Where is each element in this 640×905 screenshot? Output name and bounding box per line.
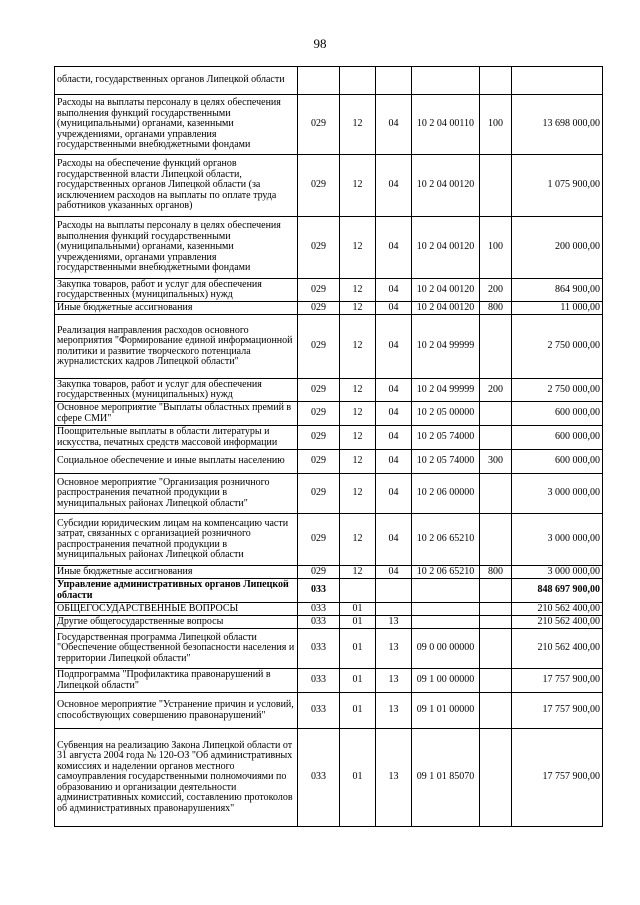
cell-subsection: 04 — [376, 379, 412, 402]
cell-name: Социальное обеспечение и иные выплаты населению — [55, 450, 298, 474]
cell-section: 12 — [340, 566, 376, 579]
cell-name: Управление административных органов Липецкой области — [55, 579, 298, 603]
cell-target: 10 2 05 00000 — [412, 402, 480, 426]
cell-name: Субсидии юридическим лицам на компенсацию части затрат, связанных с организацией розничного распространения печатной продукции в муниципальных районах Липецкой области — [55, 514, 298, 566]
cell-admin: 033 — [298, 693, 340, 729]
cell-expense-type — [480, 402, 512, 426]
cell-admin: 029 — [298, 95, 340, 155]
cell-admin: 033 — [298, 629, 340, 669]
cell-admin: 029 — [298, 426, 340, 450]
cell-subsection: 04 — [376, 279, 412, 302]
cell-target: 09 1 01 00000 — [412, 693, 480, 729]
cell-name: Другие общегосударственные вопросы — [55, 616, 298, 629]
cell-amount: 17 757 900,00 — [512, 729, 603, 827]
cell-amount: 1 075 900,00 — [512, 155, 603, 217]
cell-target: 09 0 00 00000 — [412, 629, 480, 669]
cell-name: ОБЩЕГОСУДАРСТВЕННЫЕ ВОПРОСЫ — [55, 603, 298, 616]
cell-subsection: 13 — [376, 629, 412, 669]
cell-amount: 13 698 000,00 — [512, 95, 603, 155]
cell-target: 10 2 05 74000 — [412, 426, 480, 450]
cell-expense-type — [480, 616, 512, 629]
cell-expense-type: 100 — [480, 95, 512, 155]
cell-amount: 17 757 900,00 — [512, 669, 603, 693]
cell-subsection: 04 — [376, 426, 412, 450]
cell-subsection — [376, 67, 412, 95]
cell-admin: 029 — [298, 514, 340, 566]
cell-subsection: 04 — [376, 217, 412, 279]
table-row — [55, 616, 603, 629]
table-row — [55, 279, 603, 302]
cell-section: 12 — [340, 514, 376, 566]
cell-section: 01 — [340, 616, 376, 629]
cell-subsection: 04 — [376, 474, 412, 514]
cell-amount: 600 000,00 — [512, 426, 603, 450]
cell-expense-type — [480, 514, 512, 566]
cell-expense-type — [480, 669, 512, 693]
cell-target — [412, 616, 480, 629]
cell-target: 10 2 05 74000 — [412, 450, 480, 474]
budget-table — [54, 66, 603, 827]
cell-expense-type: 300 — [480, 450, 512, 474]
cell-amount: 864 900,00 — [512, 279, 603, 302]
cell-subsection: 04 — [376, 95, 412, 155]
cell-amount: 600 000,00 — [512, 402, 603, 426]
table-row — [55, 514, 603, 566]
cell-name: Расходы на выплаты персоналу в целях обеспечения выполнения функций государственными (муниципальными) органами, казенными учреждениями, органами управления государственными внебюджетными фондами — [55, 217, 298, 279]
cell-section: 12 — [340, 450, 376, 474]
cell-subsection: 13 — [376, 693, 412, 729]
cell-section: 12 — [340, 302, 376, 315]
cell-subsection: 04 — [376, 514, 412, 566]
cell-name: Основное мероприятие "Устранение причин и условий, способствующих совершению правонарушений" — [55, 693, 298, 729]
cell-expense-type: 100 — [480, 217, 512, 279]
cell-amount: 210 562 400,00 — [512, 603, 603, 616]
table-row — [55, 95, 603, 155]
table-row — [55, 450, 603, 474]
cell-name: Основное мероприятие "Организация розничного распространения печатной продукции в муниципальных районах Липецкой области" — [55, 474, 298, 514]
cell-name: Поощрительные выплаты в области литературы и искусства, печатных средств массовой информации — [55, 426, 298, 450]
cell-subsection: 04 — [376, 302, 412, 315]
table-row — [55, 315, 603, 379]
cell-section — [340, 67, 376, 95]
cell-expense-type — [480, 67, 512, 95]
cell-admin: 029 — [298, 302, 340, 315]
cell-amount: 3 000 000,00 — [512, 566, 603, 579]
cell-expense-type — [480, 629, 512, 669]
cell-name: Реализация направления расходов основного мероприятия "Формирование единой информационной политики и развитие творческого потенциала журналистских кадров Липецкой области" — [55, 315, 298, 379]
cell-name: Основное мероприятие "Выплаты областных премий в сфере СМИ" — [55, 402, 298, 426]
cell-section: 12 — [340, 426, 376, 450]
cell-name: Закупка товаров, работ и услуг для обеспечения государственных (муниципальных) нужд — [55, 379, 298, 402]
cell-amount: 2 750 000,00 — [512, 315, 603, 379]
cell-admin: 029 — [298, 450, 340, 474]
table-row — [55, 474, 603, 514]
cell-section: 01 — [340, 729, 376, 827]
cell-subsection: 13 — [376, 729, 412, 827]
cell-admin: 033 — [298, 616, 340, 629]
table-row — [55, 669, 603, 693]
cell-section: 12 — [340, 379, 376, 402]
cell-expense-type — [480, 474, 512, 514]
cell-section: 01 — [340, 629, 376, 669]
table-row — [55, 603, 603, 616]
cell-amount: 200 000,00 — [512, 217, 603, 279]
cell-subsection — [376, 579, 412, 603]
cell-amount: 17 757 900,00 — [512, 693, 603, 729]
table-row — [55, 155, 603, 217]
page-number: 98 — [313, 36, 327, 51]
cell-section: 12 — [340, 474, 376, 514]
cell-target: 10 2 04 00120 — [412, 279, 480, 302]
cell-admin: 029 — [298, 566, 340, 579]
cell-amount: 2 750 000,00 — [512, 379, 603, 402]
cell-subsection: 13 — [376, 669, 412, 693]
cell-admin: 033 — [298, 729, 340, 827]
cell-target — [412, 579, 480, 603]
cell-amount: 848 697 900,00 — [512, 579, 603, 603]
cell-amount: 210 562 400,00 — [512, 629, 603, 669]
cell-section: 12 — [340, 279, 376, 302]
table-row — [55, 729, 603, 827]
cell-subsection: 04 — [376, 450, 412, 474]
cell-subsection: 04 — [376, 566, 412, 579]
cell-amount: 3 000 000,00 — [512, 514, 603, 566]
cell-target — [412, 67, 480, 95]
cell-admin: 029 — [298, 217, 340, 279]
cell-target: 10 2 04 99999 — [412, 379, 480, 402]
cell-name: Иные бюджетные ассигнования — [55, 302, 298, 315]
cell-subsection: 04 — [376, 315, 412, 379]
cell-name: Расходы на выплаты персоналу в целях обеспечения выполнения функций государственными (муниципальными) органами, казенными учреждениями, органами управления государственными внебюджетными фондами — [55, 95, 298, 155]
cell-section: 01 — [340, 603, 376, 616]
cell-target: 10 2 04 00120 — [412, 155, 480, 217]
cell-expense-type — [480, 426, 512, 450]
table-row — [55, 217, 603, 279]
cell-admin — [298, 67, 340, 95]
table-row — [55, 379, 603, 402]
cell-admin: 033 — [298, 669, 340, 693]
cell-name: Государственная программа Липецкой области "Обеспечение общественной безопасности населения и территории Липецкой области" — [55, 629, 298, 669]
cell-admin: 029 — [298, 402, 340, 426]
cell-target: 10 2 06 00000 — [412, 474, 480, 514]
table-row — [55, 579, 603, 603]
cell-target: 09 1 01 85070 — [412, 729, 480, 827]
cell-target: 10 2 04 00120 — [412, 302, 480, 315]
cell-name: Иные бюджетные ассигнования — [55, 566, 298, 579]
cell-expense-type — [480, 315, 512, 379]
cell-admin: 033 — [298, 579, 340, 603]
cell-admin: 033 — [298, 603, 340, 616]
cell-expense-type: 200 — [480, 279, 512, 302]
cell-target: 10 2 04 00120 — [412, 217, 480, 279]
table-row — [55, 302, 603, 315]
cell-target — [412, 603, 480, 616]
cell-admin: 029 — [298, 315, 340, 379]
cell-amount: 600 000,00 — [512, 450, 603, 474]
cell-section — [340, 579, 376, 603]
cell-name: Субвенция на реализацию Закона Липецкой области от 31 августа 2004 года № 120-ОЗ "Об административных комиссиях и наделении органов местного самоуправления государственными полномочиями по образованию и организации деятельности административных комиссий, составлению протоколов об административных правонарушениях" — [55, 729, 298, 827]
cell-expense-type — [480, 155, 512, 217]
table-row — [55, 693, 603, 729]
table-row — [55, 402, 603, 426]
cell-name: области, государственных органов Липецкой области — [55, 67, 298, 95]
cell-section: 12 — [340, 315, 376, 379]
cell-amount: 210 562 400,00 — [512, 616, 603, 629]
cell-admin: 029 — [298, 474, 340, 514]
cell-subsection: 04 — [376, 402, 412, 426]
table-row — [55, 426, 603, 450]
cell-amount: 3 000 000,00 — [512, 474, 603, 514]
cell-name: Расходы на обеспечение функций органов государственной власти Липецкой области, государственных органов Липецкой области (за исключением расходов на выплаты по оплате труда работников указанных органов) — [55, 155, 298, 217]
cell-amount — [512, 67, 603, 95]
cell-amount: 11 000,00 — [512, 302, 603, 315]
cell-expense-type: 800 — [480, 302, 512, 315]
cell-admin: 029 — [298, 279, 340, 302]
cell-subsection — [376, 603, 412, 616]
cell-target: 10 2 06 65210 — [412, 566, 480, 579]
cell-expense-type — [480, 603, 512, 616]
cell-name: Подпрограмма "Профилактика правонарушений в Липецкой области" — [55, 669, 298, 693]
cell-name: Закупка товаров, работ и услуг для обеспечения государственных (муниципальных) нужд — [55, 279, 298, 302]
cell-section: 12 — [340, 402, 376, 426]
cell-expense-type: 200 — [480, 379, 512, 402]
cell-admin: 029 — [298, 155, 340, 217]
cell-expense-type — [480, 729, 512, 827]
cell-section: 01 — [340, 693, 376, 729]
cell-target: 09 1 00 00000 — [412, 669, 480, 693]
cell-section: 01 — [340, 669, 376, 693]
cell-admin: 029 — [298, 379, 340, 402]
cell-expense-type — [480, 579, 512, 603]
cell-subsection: 04 — [376, 155, 412, 217]
table-row — [55, 67, 603, 95]
cell-expense-type — [480, 693, 512, 729]
cell-section: 12 — [340, 95, 376, 155]
cell-section: 12 — [340, 217, 376, 279]
table-row — [55, 629, 603, 669]
cell-target: 10 2 04 99999 — [412, 315, 480, 379]
cell-subsection: 13 — [376, 616, 412, 629]
cell-target: 10 2 06 65210 — [412, 514, 480, 566]
table-row — [55, 566, 603, 579]
cell-target: 10 2 04 00110 — [412, 95, 480, 155]
cell-section: 12 — [340, 155, 376, 217]
cell-expense-type: 800 — [480, 566, 512, 579]
